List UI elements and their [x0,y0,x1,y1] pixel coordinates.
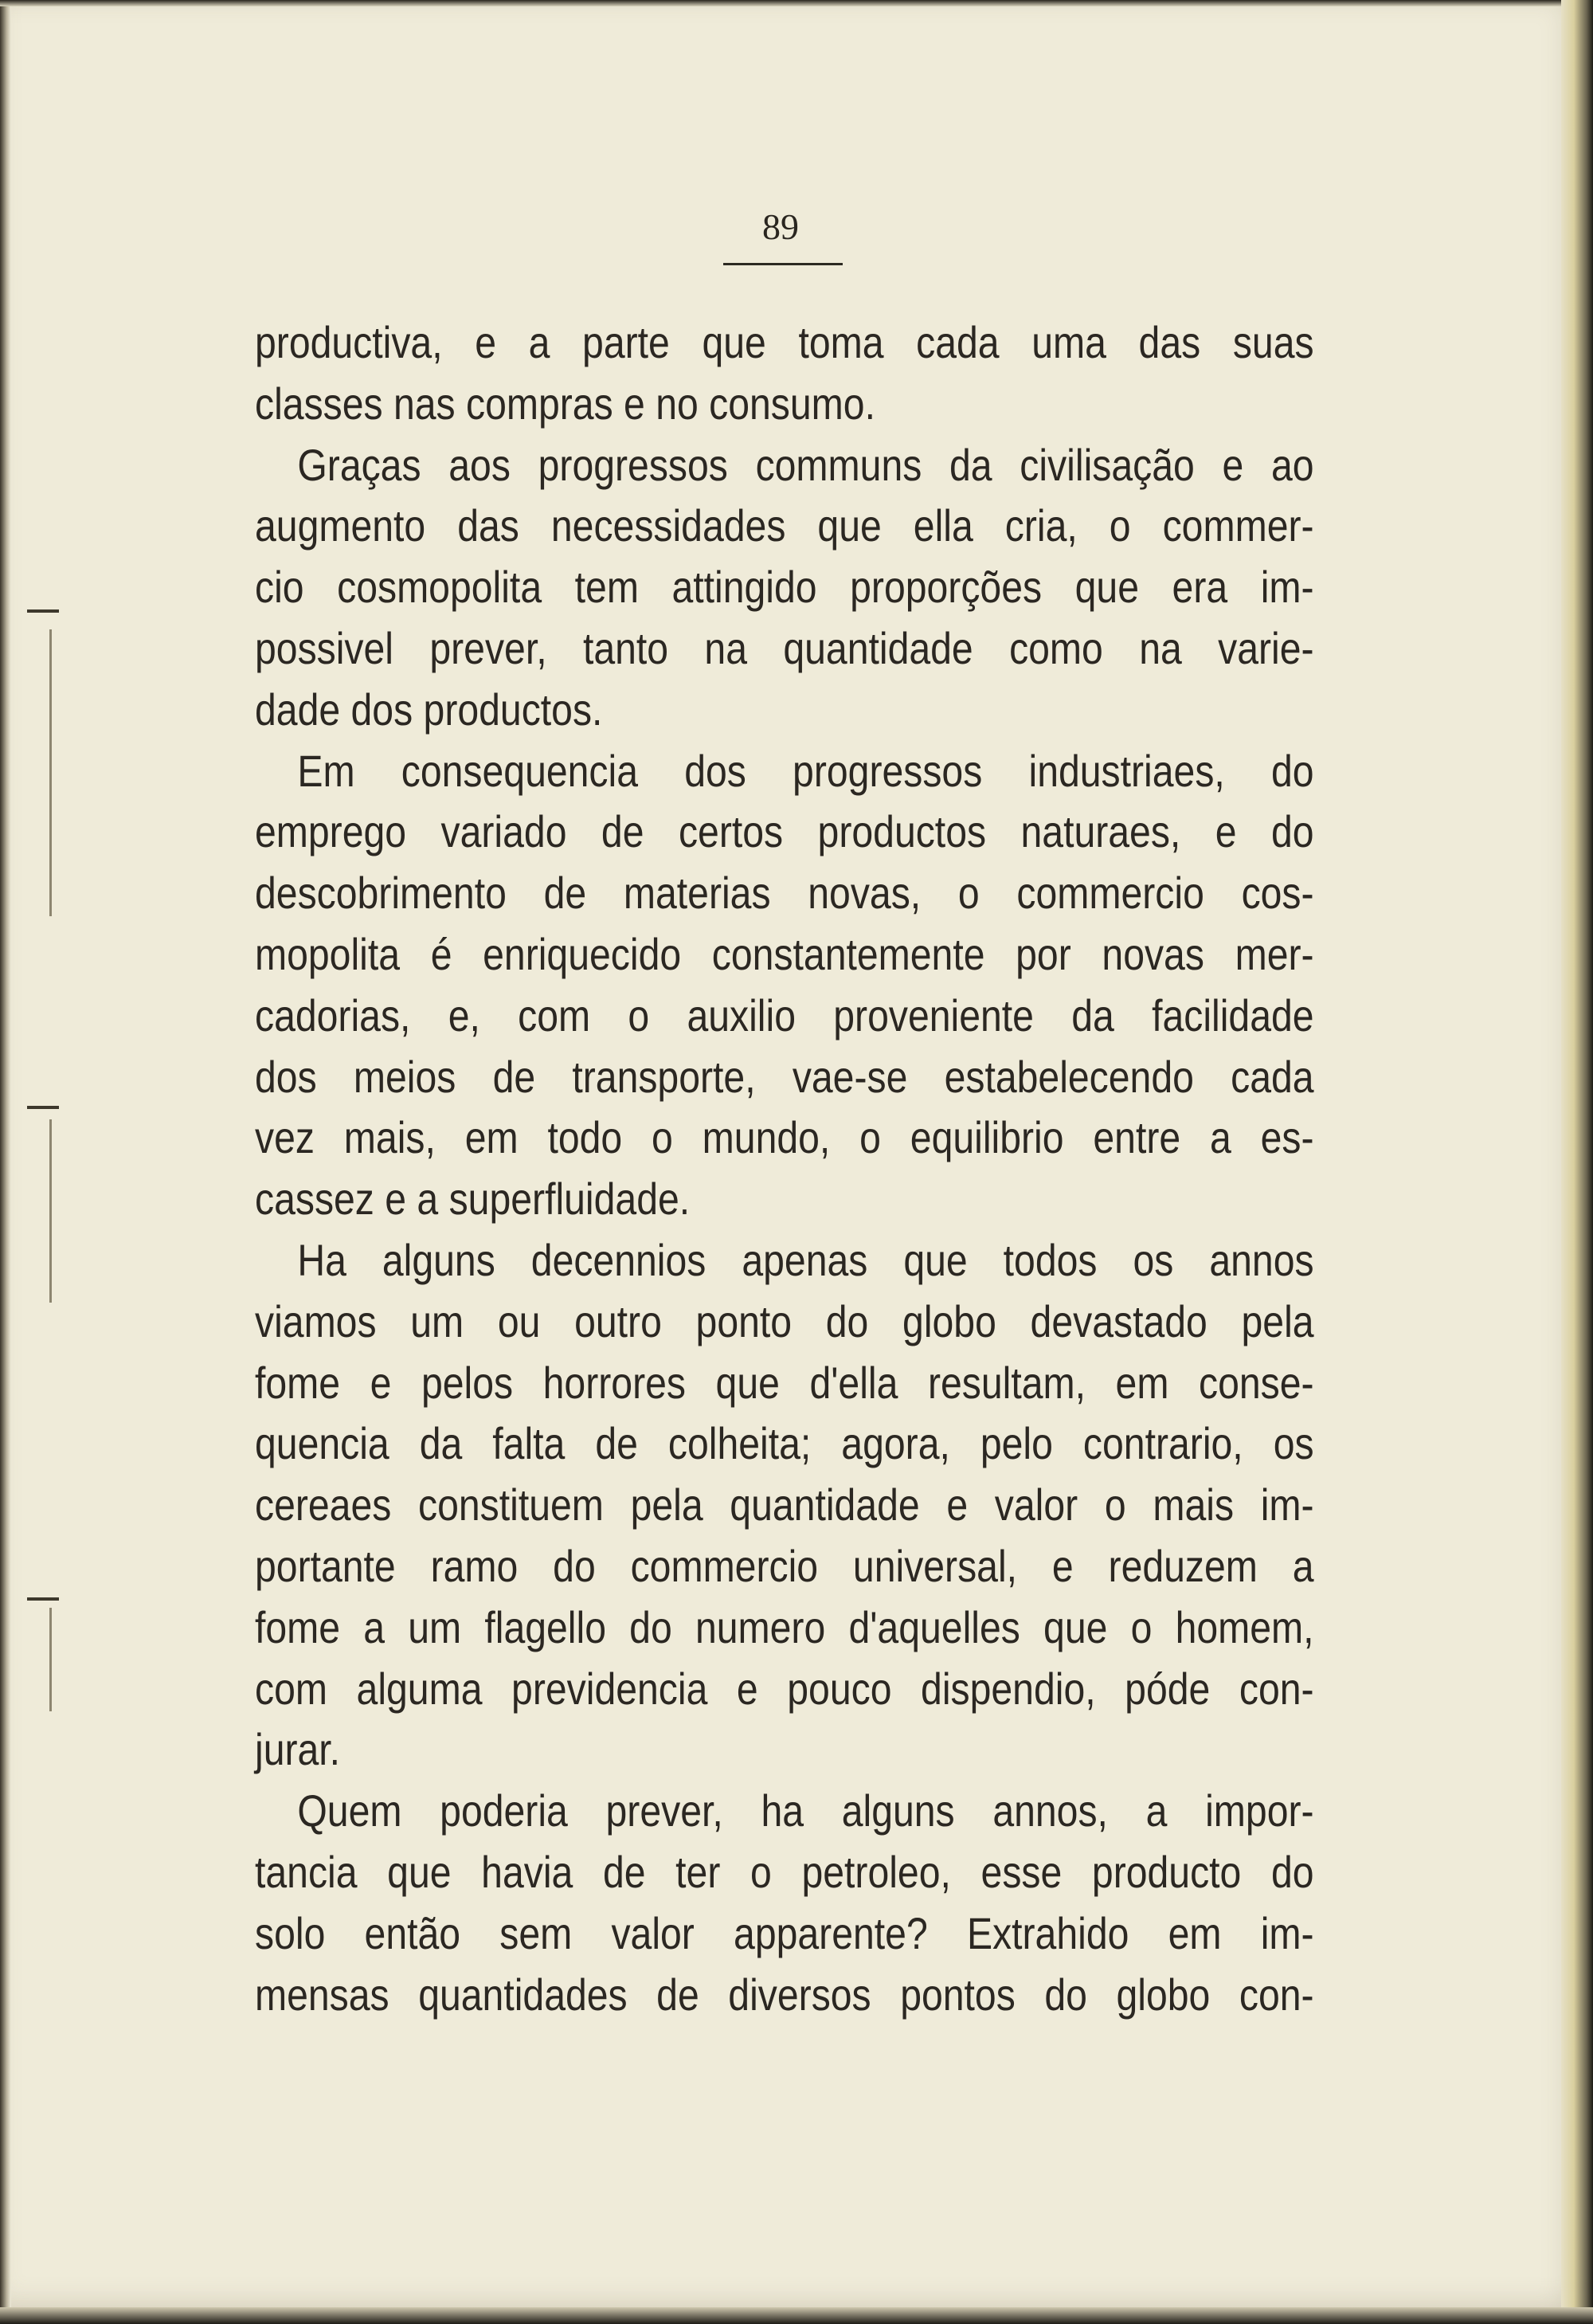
text-line: vez mais, em todo o mundo, o equilibrio entre a es- [255,1112,1314,1163]
page-binding-edge [0,0,11,2314]
text-line: classes nas compras e no consumo. [255,378,875,429]
text-line: viamos um ou outro ponto do globo devastado pela [255,1295,1314,1346]
text-line: fome a um flagello do numero d'aquelles que o homem, [255,1601,1314,1652]
text-line: Graças aos progressos communs da civilisação e ao [297,439,1314,490]
text-line: dos meios de transporte, vae-se estabelecendo cada [255,1051,1314,1102]
text-line: emprego variado de certos productos naturaes, e do [255,806,1314,857]
margin-mark [27,1597,59,1601]
margin-line [49,1119,52,1303]
text-line: mopolita é enriquecido constantemente por novas mer- [255,928,1314,979]
text-line: productiva, e a parte que toma cada uma das suas [255,317,1314,367]
text-line: jurar. [255,1724,341,1775]
text-line: cassez e a superfluidade. [255,1174,691,1225]
text-line: cereaes constituem pela quantidade e valor o mais im- [255,1479,1314,1530]
book-edge-right [1561,0,1593,2324]
body-text [255,312,1314,2025]
text-line: portante ramo do commercio universal, e reduzem a [255,1540,1314,1591]
page-number-rule [723,263,843,265]
text-line: dade dos productos. [255,684,603,735]
text-line: com alguma previdencia e pouco dispendio, póde con- [255,1663,1314,1714]
text-line: mensas quantidades de diversos pontos do globo con- [255,1969,1314,2020]
text-line: cio cosmopolita tem attingido proporções que era im- [255,562,1314,613]
page-number: 89 [762,206,799,247]
margin-mark [27,1106,59,1109]
text-line: fome e pelos horrores que d'ella resultam, em conse- [255,1357,1314,1408]
margin-line [49,1608,52,1711]
text-line: possivel prever, tanto na quantidade como na varie- [255,622,1314,673]
text-line: Quem poderia prever, ha alguns annos, a impor- [297,1785,1314,1836]
page-top-edge [0,0,1583,6]
margin-line [49,629,52,916]
text-line: augmento das necessidades que ella cria, o commer- [255,500,1314,551]
text-line: cadorias, e, com o auxilio proveniente da facilidade [255,990,1314,1041]
book-edge-bottom [0,2307,1593,2324]
text-line: Em consequencia dos progressos industriaes, do [297,745,1314,796]
text-line: tancia que havia de ter o petroleo, esse producto do [255,1846,1314,1897]
margin-mark [27,609,59,613]
text-line: descobrimento de materias novas, o commercio cos- [255,868,1314,919]
text-line: solo então sem valor apparente? Extrahido em im- [255,1907,1314,1958]
text-line: Ha alguns decennios apenas que todos os annos [297,1234,1314,1285]
text-line: quencia da falta de colheita; agora, pelo contrario, os [255,1418,1314,1469]
